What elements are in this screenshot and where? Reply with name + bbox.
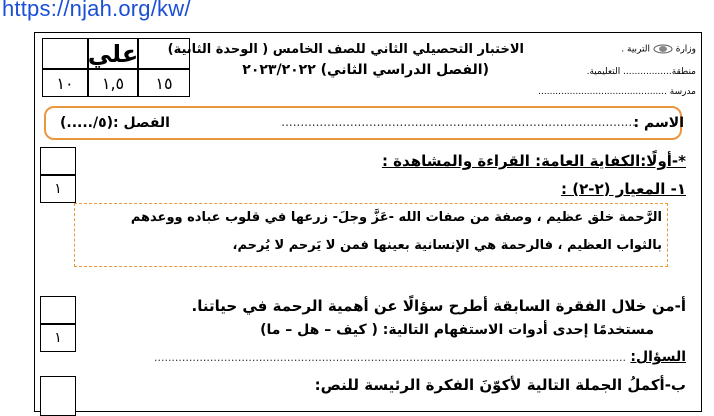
question-a-score-bottom xyxy=(40,324,76,352)
section1-score-top xyxy=(40,147,76,175)
school-line: مدرسة ............................................. xyxy=(538,87,696,97)
region-line: منطقة................. التعليمية. xyxy=(586,67,696,77)
name-label: الاسم : xyxy=(633,115,684,131)
question-b-line-1: ب-أكملُ الجملة التالية لأكوّنَ الفكرة الرئيسة للنص: xyxy=(314,376,686,394)
name-field[interactable]: ............................................................................................. xyxy=(281,115,636,129)
section1-score-value: ١ xyxy=(54,181,62,197)
ministry-label: وزارة xyxy=(675,44,696,55)
exam-title: الاختبار التحصيلي الثاني للصف الخامس ( الوحدة الثانية) xyxy=(167,42,524,57)
class-label: الفصل :(٥/.....) xyxy=(60,115,170,131)
exam-term: (الفصل الدراسي الثاني) ٢٠٢٣/٢٠٢٢ xyxy=(242,62,489,78)
score-box-label xyxy=(88,38,138,69)
section1-score-bottom xyxy=(40,175,76,203)
standard-label: ١- المعيار (٢-٢) : xyxy=(561,180,686,198)
answer-label: السؤال: xyxy=(630,349,686,365)
score-box-max xyxy=(138,69,190,97)
score-earned-value: ١,٥ xyxy=(101,73,125,93)
passage-line-2: بالثواب العظيم ، فالرحمة هي الإنسانية بعينها فمن لا يَرحم لا يُرحم، xyxy=(232,238,662,253)
question-b-score-top xyxy=(40,376,76,416)
score-box-earned xyxy=(88,69,138,97)
score-total-value: ١٠ xyxy=(56,73,74,93)
ministry-suffix: التربية . xyxy=(621,44,650,55)
question-a-line-1: أ-من خلال الفقرة السابقة أطرح سؤالًا عن أهمية الرحمة في حياتنا. xyxy=(191,297,686,315)
question-a-score-top xyxy=(40,296,76,324)
score-box-blank-left xyxy=(42,38,88,69)
section1-title: *-أولًا:الكفاية العامة: القراءة والمشاهدة : xyxy=(381,152,686,170)
answer-field[interactable]: ....................................................................................................................................... xyxy=(153,351,626,364)
question-a-score-value: ١ xyxy=(54,330,62,346)
ministry-logo-icon xyxy=(653,44,673,54)
ministry-line xyxy=(621,44,696,55)
score-max-value: ١٥ xyxy=(155,73,173,93)
question-a-line-2: مستخدمًا إحدى أدوات الاستفهام التالية: ( كيف – هل – ما) xyxy=(260,322,654,338)
score-box-total xyxy=(42,69,88,97)
score-label-text: علي xyxy=(87,39,139,68)
source-url: https://njah.org/kw/ xyxy=(2,0,191,21)
passage-line-1: الرَّحمة خلق عظيم ، وصفة من صفات الله -عَزَّ وجلَ- زرعها في قلوب عباده ووعدهم xyxy=(130,210,662,225)
